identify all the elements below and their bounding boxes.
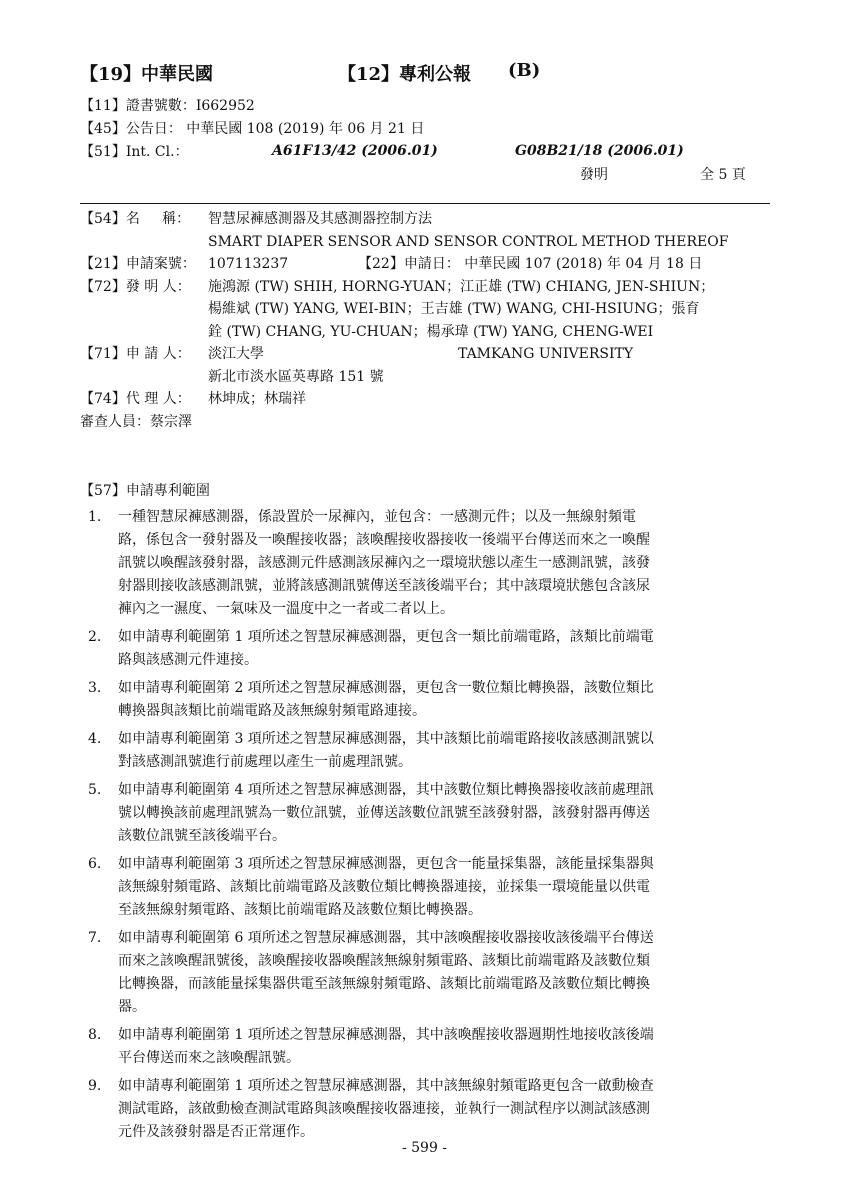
- claim-item: [80, 1075, 770, 1144]
- claim-line: 至該無線射頻電路、該類比前端電路及該數位類比轉換器。: [118, 902, 482, 918]
- inventors-line: 施鴻源 (TW) SHIH, HORNG-YUAN；江正雄 (TW) CHIANG, JEN-SHIUN；: [208, 278, 715, 295]
- claim-item: [80, 927, 770, 1019]
- publication-type: 【12】專利公報: [338, 64, 472, 85]
- claim-item: [80, 506, 770, 621]
- claim-line: 器。: [118, 999, 146, 1015]
- claim-line: 比轉換器，而該能量採集器供電至該無線射頻電路、該類比前端電路及該數位類比轉換: [118, 976, 650, 992]
- claim-line: 如申請專利範圍第 3 項所述之智慧尿褲感測器，更包含一能量採集器，該能量採集器與: [118, 856, 654, 872]
- claim-line: 對該感測訊號進行前處理以產生一前處理訊號。: [118, 754, 412, 770]
- claim-line: 路，係包含一發射器及一喚醒接收器；該喚醒接收器接收一後端平台傳送而來之一喚醒: [118, 532, 650, 548]
- announcement-date: 【45】公告日： 中華民國 108 (2019) 年 06 月 21 日: [80, 121, 425, 137]
- claim-number: 8.: [88, 1027, 102, 1043]
- claim-number: 5.: [88, 782, 102, 798]
- claim-item: [80, 779, 770, 848]
- claim-line: 而來之該喚醒訊號後，該喚醒接收器喚醒該無線射頻電路、該類比前端電路及該數位類: [118, 953, 650, 969]
- claim-line: 測試電路，該啟動檢查測試電路與該喚醒接收器連接，並執行一測試程序以測試該感測: [118, 1101, 650, 1117]
- claim-number: 3.: [88, 680, 102, 696]
- claim-line: 一種智慧尿褲感測器，係設置於一尿褲內，並包含：一感測元件；以及一無線射頻電: [118, 509, 636, 525]
- claim-number: 9.: [88, 1078, 102, 1094]
- header-divider: [80, 203, 770, 204]
- claim-text: [118, 626, 770, 672]
- ipc-code-1: A61F13/42 (2006.01): [272, 143, 438, 159]
- examiner: 審查人員：蔡宗澤: [80, 413, 192, 430]
- claim-text: [118, 677, 770, 723]
- agent-label: 【74】代 理 人：: [80, 391, 191, 407]
- claim-line: 褲內之一濕度、一氣味及一溫度中之一者或二者以上。: [118, 601, 454, 617]
- application-no-label: 【21】申請案號：: [80, 256, 196, 272]
- applicant-label: 【71】申 請 人：: [80, 346, 191, 362]
- application-no: 107113237: [208, 256, 289, 272]
- invention-type: 發明: [580, 167, 608, 183]
- claim-line: 如申請專利範圍第 3 項所述之智慧尿褲感測器，其中該類比前端電路接收該感測訊號以: [118, 731, 654, 747]
- claim-number: 4.: [88, 731, 102, 747]
- application-row: [80, 253, 780, 276]
- claim-item: [80, 1024, 770, 1070]
- agent-names: 林坤成；林瑞祥: [208, 391, 306, 407]
- claim-line: 如申請專利範圍第 1 項所述之智慧尿褲感測器，其中該喚醒接收器週期性地接收該後端: [118, 1027, 654, 1043]
- applicant-en: TAMKANG UNIVERSITY: [458, 346, 634, 362]
- claims-heading: 【57】申請專利範圍: [80, 483, 210, 499]
- claim-number: 7.: [88, 930, 102, 946]
- kind-code: (B): [508, 60, 541, 81]
- claim-text: [118, 1075, 770, 1144]
- certificate-number: 【11】證書號數：I662952: [80, 98, 255, 114]
- inventors-line: 銓 (TW) CHANG, YU-CHUAN；楊承瑋 (TW) YANG, CHENG-WEI: [208, 323, 654, 340]
- applicant-row: [80, 343, 780, 388]
- inventors-line: 楊維斌 (TW) YANG, WEI-BIN；王吉雄 (TW) WANG, CHI-HSIUNG；張育: [208, 301, 700, 317]
- claim-text: [118, 728, 770, 774]
- claim-item: [80, 626, 770, 672]
- agent-row: [80, 388, 780, 411]
- applicant-zh: 淡江大學: [208, 346, 264, 362]
- claim-item: [80, 677, 770, 723]
- applicant-address: 新北市淡水區英專路 151 號: [208, 368, 384, 385]
- claim-line: 該數位訊號至該後端平台。: [118, 828, 286, 844]
- claim-text: [118, 506, 770, 621]
- claim-item: [80, 853, 770, 922]
- page-count: 全 5 頁: [700, 167, 746, 183]
- title-zh: 智慧尿褲感測器及其感測器控制方法: [208, 211, 432, 227]
- claims-list: [80, 506, 770, 1149]
- title-label: 【54】名 稱：: [80, 211, 191, 227]
- inventors-row: [80, 276, 780, 344]
- claim-line: 如申請專利範圍第 6 項所述之智慧尿褲感測器，其中該喚醒接收器接收該後端平台傳送: [118, 930, 654, 946]
- country-label: 【19】中華民國: [80, 64, 214, 85]
- claim-text: [118, 779, 770, 848]
- claim-line: 該無線射頻電路、該類比前端電路及該數位類比轉換器連接，並採集一環境能量以供電: [118, 879, 650, 895]
- claim-line: 路與該感測元件連接。: [118, 652, 258, 668]
- claim-line: 平台傳送而來之該喚醒訊號。: [118, 1050, 300, 1066]
- claim-text: [118, 1024, 770, 1070]
- claim-text: [118, 927, 770, 1019]
- application-date: 【22】申請日： 中華民國 107 (2018) 年 04 月 18 日: [358, 256, 703, 272]
- title-en: SMART DIAPER SENSOR AND SENSOR CONTROL METHOD THEREOF: [208, 233, 729, 250]
- inventors-label: 【72】發 明 人：: [80, 278, 191, 295]
- claim-line: 元件及該發射器是否正常運作。: [118, 1124, 314, 1140]
- int-cl-label: 【51】Int. Cl.：: [80, 144, 189, 160]
- claim-text: [118, 853, 770, 922]
- claim-line: 號以轉換該前處理訊號為一數位訊號，並傳送該數位訊號至該發射器，該發射器再傳送: [118, 805, 650, 821]
- claim-line: 射器則接收該感測訊號，並將該感測訊號傳送至該後端平台；其中該環境狀態包含該尿: [118, 578, 650, 594]
- claim-line: 轉換器與該類比前端電路及該無線射頻電路連接。: [118, 703, 426, 719]
- claim-line: 如申請專利範圍第 1 項所述之智慧尿褲感測器，其中該無線射頻電路更包含一啟動檢查: [118, 1078, 654, 1094]
- claim-line: 訊號以喚醒該發射器，該感測元件感測該尿褲內之一環境狀態以產生一感測訊號，該發: [118, 555, 650, 571]
- claim-number: 1.: [88, 509, 102, 525]
- claim-line: 如申請專利範圍第 4 項所述之智慧尿褲感測器，其中該數位類比轉換器接收該前處理訊: [118, 782, 654, 798]
- ipc-code-2: G08B21/18 (2006.01): [515, 143, 684, 159]
- claim-line: 如申請專利範圍第 1 項所述之智慧尿褲感測器，更包含一類比前端電路，該類比前端電: [118, 629, 654, 645]
- page-number: - 599 -: [401, 1140, 448, 1156]
- claim-number: 2.: [88, 629, 102, 645]
- title-row: [80, 208, 780, 253]
- examiner-row: [80, 411, 780, 434]
- bibliographic-data: [80, 208, 780, 433]
- claim-item: [80, 728, 770, 774]
- claim-line: 如申請專利範圍第 2 項所述之智慧尿褲感測器，更包含一數位類比轉換器，該數位類比: [118, 680, 654, 696]
- claim-number: 6.: [88, 856, 102, 872]
